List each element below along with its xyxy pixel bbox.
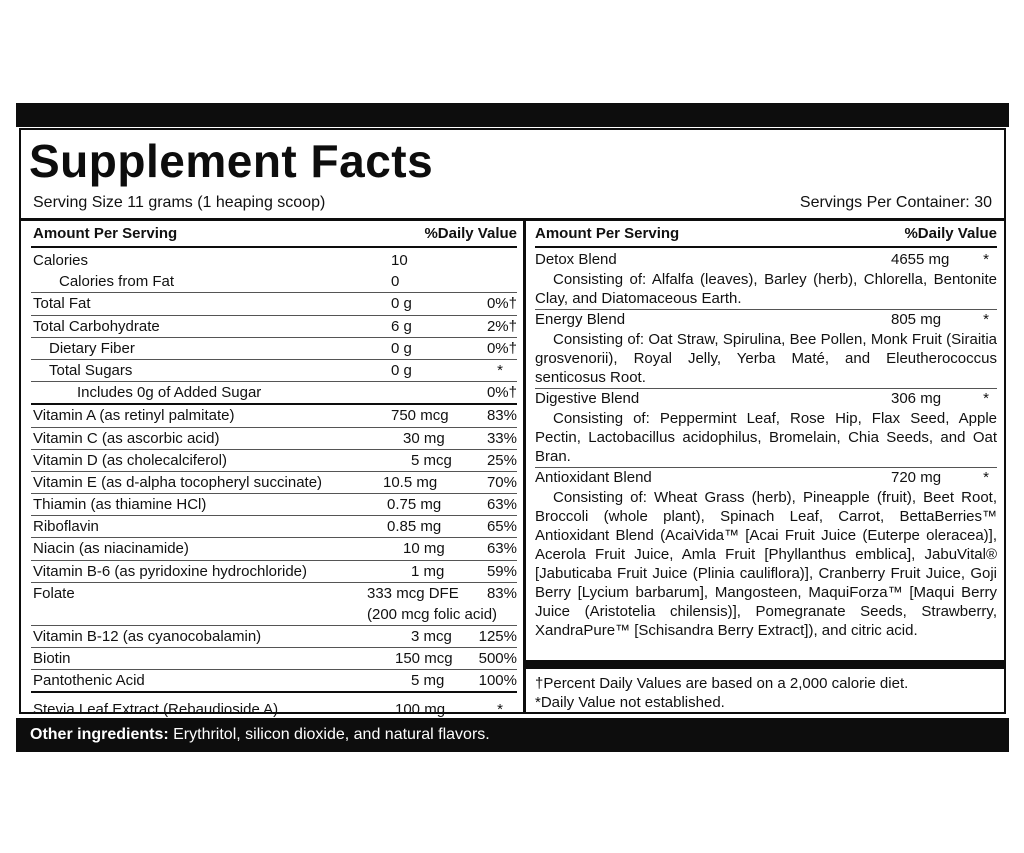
nutrient-row: Total Sugars 0 g * (31, 360, 517, 382)
nutrient-row: Vitamin A (as retinyl palmitate) 750 mcg 83% (31, 405, 517, 427)
other-ingredients-text: Erythritol, silicon dioxide, and natural flavors. (168, 726, 490, 743)
nutrient-row: Pantothenic Acid 5 mg 100% (31, 670, 517, 693)
other-ingredients-label: Other ingredients: (30, 726, 169, 743)
blend-detox: Detox Blend 4655 mg * Consisting of: Alfalfa (leaves), Barley (herb), Chlorella, Bentonite Clay, and Diatomaceous Earth. (535, 250, 997, 310)
blend-digestive: Digestive Blend 306 mg * Consisting of: Peppermint Leaf, Rose Hip, Flax Seed, Apple Pectin, Lactobacillus acidophilus, Bromelain, Chia Seeds, and Oat Bran. (535, 389, 997, 468)
nutrient-row: Total Fat 0 g 0%† (31, 293, 517, 315)
nutrient-row: Thiamin (as thiamine HCl) 0.75 mg 63% (31, 494, 517, 516)
left-header-dv: %Daily Value (424, 225, 517, 242)
footnote-percent: †Percent Daily Values are based on a 2,000 calorie diet. (535, 675, 909, 692)
nutrient-row: Includes 0g of Added Sugar 0%† (31, 382, 517, 405)
nutrient-row: Stevia Leaf Extract (Rebaudioside A) 100 mg * (33, 701, 503, 719)
supplement-facts-panel (19, 128, 1006, 719)
nutrient-row: Riboflavin 0.85 mg 65% (31, 516, 517, 538)
servings-per-container: Servings Per Container: 30 (799, 194, 992, 211)
left-column (31, 224, 517, 721)
column-divider (523, 220, 526, 714)
blend-antioxidant: Antioxidant Blend 720 mg * Consisting of: Wheat Grass (herb), Pineapple (fruit), Beet Root, Broccoli (whole plant), Spinach Leaf, Carrot, BettaBerries™ Antioxidant Blend (AcaiVida™ [Acai Fruit Juice (Euterpe oleracea)], Acerola Fruit Juice, Amla Fruit [Phyllanthus emblica], JabuVital® [Jabuticaba Fruit Juice (Plinia cauliflora)], Cranberry Fruit Juice, Goji Berry [Lycium barbarum], Mangosteen, MaquiForza™ [Maqui Berry Juice (Aristotelia chilensis)], Pomegranate Seeds, Strawberry, XandraPure™ [Schisandra Berry Extract]), and citric acid. (535, 469, 997, 639)
nutrient-row: Calories from Fat 0 (31, 271, 517, 293)
right-header-dv: %Daily Value (904, 225, 997, 242)
right-header-amount: Amount Per Serving (535, 225, 680, 242)
blend-energy: Energy Blend 805 mg * Consisting of: Oat Straw, Spirulina, Bee Pollen, Monk Fruit (Siraitia grosvenorii), Royal Jelly, Yerba Maté, and Eleutherococcus senticosus Root. (535, 310, 997, 389)
left-header-rule (31, 246, 517, 248)
nutrient-row: Vitamin E (as d-alpha tocopheryl succinate) 10.5 mg 70% (31, 472, 517, 494)
footnote-rule (526, 660, 1004, 669)
nutrient-row-folate: Folate 333 mcg DFE 83% (200 mcg folic acid) (31, 583, 517, 626)
nutrient-row: Total Carbohydrate 6 g 2%† (31, 316, 517, 338)
footnote-not-established: *Daily Value not established. (535, 694, 725, 711)
left-header (31, 224, 517, 246)
header-rule (21, 218, 1004, 221)
nutrient-row: Vitamin B-6 (as pyridoxine hydrochloride) 1 mg 59% (31, 561, 517, 583)
right-column (535, 224, 997, 641)
left-header-amount: Amount Per Serving (33, 225, 178, 242)
right-header (535, 224, 997, 246)
nutrient-row: Niacin (as niacinamide) 10 mg 63% (31, 538, 517, 560)
right-header-rule (535, 246, 997, 248)
nutrient-row: Dietary Fiber 0 g 0%† (31, 338, 517, 360)
nutrient-row: Vitamin D (as cholecalciferol) 5 mcg 25% (31, 450, 517, 472)
panel-title: Supplement Facts (29, 135, 434, 187)
nutrient-row: Vitamin C (as ascorbic acid) 30 mg 33% (31, 428, 517, 450)
top-bar (16, 103, 1009, 127)
nutrient-row: Biotin 150 mcg 500% (31, 648, 517, 670)
footnotes (535, 674, 908, 712)
serving-size: Serving Size 11 grams (1 heaping scoop) (33, 194, 326, 211)
other-ingredients-bar (16, 718, 1009, 752)
nutrient-row: Vitamin B-12 (as cyanocobalamin) 3 mcg 125% (31, 626, 517, 648)
nutrient-row: Calories 10 (33, 252, 408, 269)
